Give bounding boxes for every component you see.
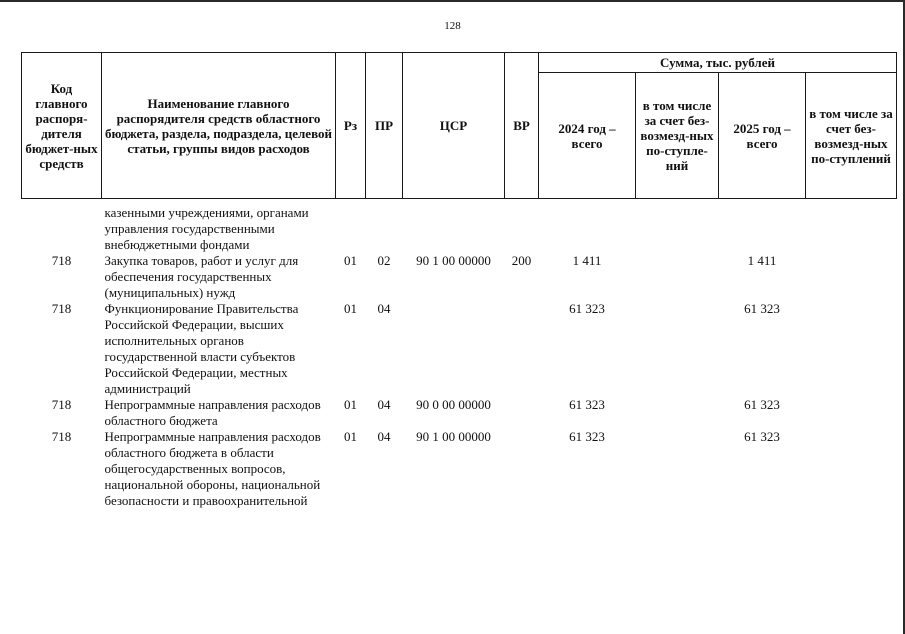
table-row bbox=[22, 429, 897, 509]
cell-pr: 02 bbox=[377, 253, 391, 268]
cell-csr: 90 1 00 00000 bbox=[416, 429, 491, 444]
cell-sum-2025 bbox=[719, 205, 806, 253]
cell-name: Непрограммные направления расходов областного бюджета в области общегосударственных вопросов, национальной обороны, национальной безопасности и правоохранительной bbox=[104, 429, 321, 508]
header-csr: ЦСР bbox=[403, 53, 505, 199]
cell-csr: 90 1 00 00000 bbox=[416, 253, 491, 268]
header-2025-free: в том числе за счет без-возмезд-ных по-ступлений bbox=[806, 73, 897, 199]
header-2024-total: 2024 год – всего bbox=[539, 73, 636, 199]
table-row bbox=[22, 397, 897, 429]
cell-code bbox=[22, 205, 102, 253]
page-border-top bbox=[0, 0, 905, 2]
cell-sum-2024: 61 323 bbox=[569, 301, 605, 316]
cell-sum-2025: 61 323 bbox=[744, 429, 780, 444]
cell-free-2025 bbox=[806, 397, 897, 429]
cell-name: казенными учреждениями, органами управления государственными внебюджетными фондами bbox=[104, 205, 309, 252]
cell-name: Закупка товаров, работ и услуг для обеспечения государственных (муниципальных) нужд bbox=[104, 253, 299, 300]
cell-vr bbox=[505, 429, 539, 509]
cell-pr: 04 bbox=[377, 397, 391, 412]
header-2024-free: в том числе за счет без-возмезд-ных по-ступле-ний bbox=[636, 73, 719, 199]
cell-name: Непрограммные направления расходов областного бюджета bbox=[104, 397, 321, 428]
cell-rz: 01 bbox=[344, 301, 357, 316]
cell-code: 718 bbox=[51, 301, 72, 316]
budget-table bbox=[21, 52, 897, 509]
cell-sum-2024: 61 323 bbox=[569, 429, 605, 444]
header-vr: ВР bbox=[505, 53, 539, 199]
cell-rz: 01 bbox=[344, 253, 357, 268]
cell-sum-2024: 1 411 bbox=[572, 253, 602, 268]
cell-free-2024 bbox=[636, 205, 719, 253]
cell-name: Функционирование Правительства Российской Федерации, высших исполнительных органов государственной власти субъектов Российской Федерации, местных администраций bbox=[104, 301, 299, 396]
cell-free-2024 bbox=[636, 301, 719, 397]
header-name: Наименование главного распорядителя средств областного бюджета, раздела, подраздела, целевой статьи, группы видов расходов bbox=[102, 53, 336, 199]
cell-free-2025 bbox=[806, 301, 897, 397]
cell-vr bbox=[505, 301, 539, 397]
cell-vr: 200 bbox=[511, 253, 532, 268]
table-body bbox=[22, 199, 897, 510]
header-sum: Сумма, тыс. рублей bbox=[539, 53, 897, 73]
cell-csr bbox=[403, 205, 505, 253]
cell-free-2025 bbox=[806, 205, 897, 253]
cell-rz bbox=[336, 205, 366, 253]
cell-rz: 01 bbox=[344, 429, 357, 444]
cell-pr: 04 bbox=[377, 429, 391, 444]
cell-pr: 04 bbox=[377, 301, 391, 316]
header-rz: Рз bbox=[336, 53, 366, 199]
cell-sum-2024: 61 323 bbox=[569, 397, 605, 412]
cell-sum-2025: 61 323 bbox=[744, 397, 780, 412]
cell-sum-2024 bbox=[539, 205, 636, 253]
table-row bbox=[22, 253, 897, 301]
header-code: Код главного распоря-дителя бюджет-ных средств bbox=[22, 53, 102, 199]
header-pr: ПР bbox=[366, 53, 403, 199]
cell-vr bbox=[505, 205, 539, 253]
cell-free-2024 bbox=[636, 397, 719, 429]
cell-free-2025 bbox=[806, 253, 897, 301]
header-2025-total: 2025 год – всего bbox=[719, 73, 806, 199]
cell-rz: 01 bbox=[344, 397, 357, 412]
page-number: 128 bbox=[444, 20, 461, 32]
table-row bbox=[22, 205, 897, 253]
table-row bbox=[22, 301, 897, 397]
cell-code: 718 bbox=[51, 429, 72, 444]
cell-sum-2025: 61 323 bbox=[744, 301, 780, 316]
cell-pr bbox=[366, 205, 403, 253]
cell-code: 718 bbox=[51, 397, 72, 412]
cell-csr bbox=[403, 301, 505, 397]
cell-csr: 90 0 00 00000 bbox=[416, 397, 491, 412]
cell-free-2024 bbox=[636, 429, 719, 509]
cell-vr bbox=[505, 397, 539, 429]
cell-sum-2025: 1 411 bbox=[747, 253, 777, 268]
cell-free-2024 bbox=[636, 253, 719, 301]
cell-code: 718 bbox=[51, 253, 72, 268]
table-header bbox=[22, 53, 897, 199]
cell-free-2025 bbox=[806, 429, 897, 509]
